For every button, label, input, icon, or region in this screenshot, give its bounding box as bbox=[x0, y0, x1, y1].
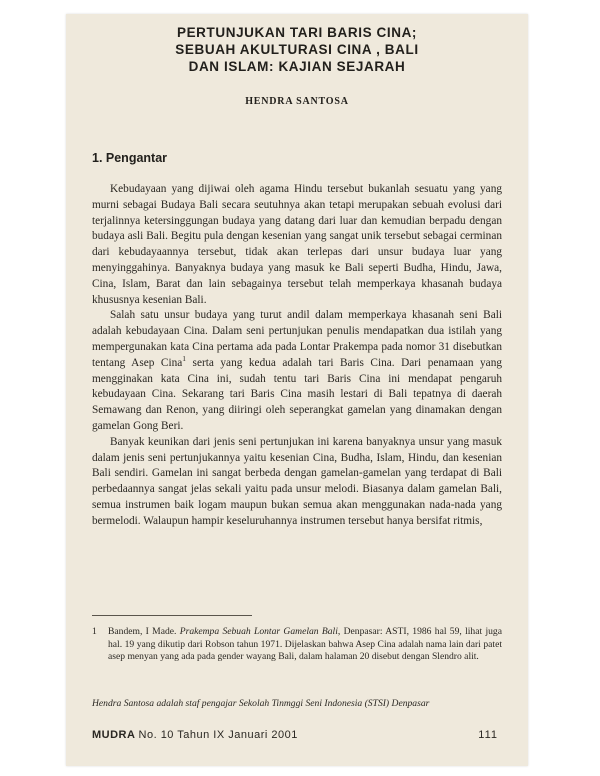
page-footer bbox=[92, 729, 498, 741]
footnote-text bbox=[108, 626, 502, 664]
author-affiliation: Hendra Santosa adalah staf pengajar Sekolah Tinmggi Seni Indonesia (STSI) Denpasar bbox=[92, 698, 430, 709]
section-heading: 1. Pengantar bbox=[92, 151, 168, 165]
footnote-divider bbox=[92, 615, 252, 616]
paragraph-3: Banyak keunikan dari jenis seni pertunjukan ini karena banyaknya unsur yang masuk dalam jenis seni pertunjukannya yaitu kesenian Cina, Budha, Islam, Hindu, dan kesenian Bali sendiri. Gamelan ini sangat berbeda dengan gamelan-gamelan yang terdapat di Bali perbedaannya sangat jelas sekali yaitu pada unsur melodi. Biasanya dalam gamelan Bali, semua instrumen baik logam maupun bukan semua akan menggunakan nada-nada yang bermelodi. Walaupun hampir keseluruhannya instrumen tersebut hanya bersifat ritmis, bbox=[92, 435, 502, 527]
title-line-3: DAN ISLAM: KAJIAN SEJARAH bbox=[188, 59, 406, 74]
footnote bbox=[92, 626, 502, 664]
footnote-number: 1 bbox=[92, 626, 97, 637]
title-line-2: SEBUAH AKULTURASI CINA , BALI bbox=[175, 42, 419, 57]
title-line-1: PERTUNJUKAN TARI BARIS CINA; bbox=[176, 25, 418, 40]
article-body bbox=[92, 182, 502, 530]
paragraph-1: Kebudayaan yang dijiwai oleh agama Hindu tersebut bukanlah sesuatu yang yang murni sebagai Budaya Bali secara seutuhnya akan tetapi merupakan sebuah evolusi dari terjalinnya ketersinggungan budaya yang datang dari luar dan kemudian berpadu dengan budaya asli Bali. Begitu pula dengan kesenian yang sangat unik tersebut sebagai cerminan dari kebudayaannya tersebut, tidak akan terlepas dari unsur budaya luar yang menyinggahinya. Banyaknya budaya yang masuk ke Bali seperti Budha, Hindu, Jawa, Cina, Islam, Barat dan lain sebagainya tersebut telah memperkaya khasanah budaya khususnya kesenian Bali. bbox=[92, 183, 502, 306]
footnote-author: Bandem, I Made. bbox=[108, 626, 180, 637]
footer-citation bbox=[92, 729, 298, 741]
page-number: 111 bbox=[478, 729, 498, 741]
footnote-book-title: Prakempa Sebuah Lontar Gamelan Bali bbox=[179, 626, 338, 637]
paragraph-2-before: Salah satu unsur budaya yang turut andil dalam memperkaya khasanah seni Bali adalah kebudayaan Cina. Dalam seni pertunjukan penulis mendapatkan dua istilah yang mempergunakan kata Cina pertama ada pada Lontar Prakempa pada nomor 31 disebutkan tentang Asep Cina bbox=[92, 309, 502, 369]
paragraph-2-after: serta yang kedua adalah tari Baris Cina. Dari penamaan yang mengginakan kata Cina ini, sudah tentu tari Baris Cina ini mendapat pengaruh kebudayaan Cina. Sekarang tari Baris Cina masih lestari di Bali tepatnya di daerah Semawang dan Renon, yang diiringi oleh seperangkat gamelan yang dinamakan dengan gamelan Gong Beri. bbox=[92, 356, 502, 432]
journal-name: MUDRA bbox=[92, 729, 136, 741]
author-name: HENDRA SANTOSA bbox=[245, 96, 349, 107]
article-title bbox=[66, 24, 528, 75]
footnote-reference[interactable]: 1 bbox=[182, 354, 187, 363]
journal-page bbox=[66, 14, 528, 766]
paragraph-2 bbox=[92, 308, 502, 434]
journal-issue: No. 10 Tahun IX Januari 2001 bbox=[138, 729, 298, 741]
footnote-rest: , Denpasar: ASTI, 1986 hal 59, lihat juga hal. 19 yang dikutip dari Robson tahun 1971. Dijelaskan bahwa Asep Cina adalah nama lain dari patet asep menyan yang ada pada gender wayang Bali, dalam halaman 20 disebut dengan Slendro alit. bbox=[108, 626, 502, 663]
